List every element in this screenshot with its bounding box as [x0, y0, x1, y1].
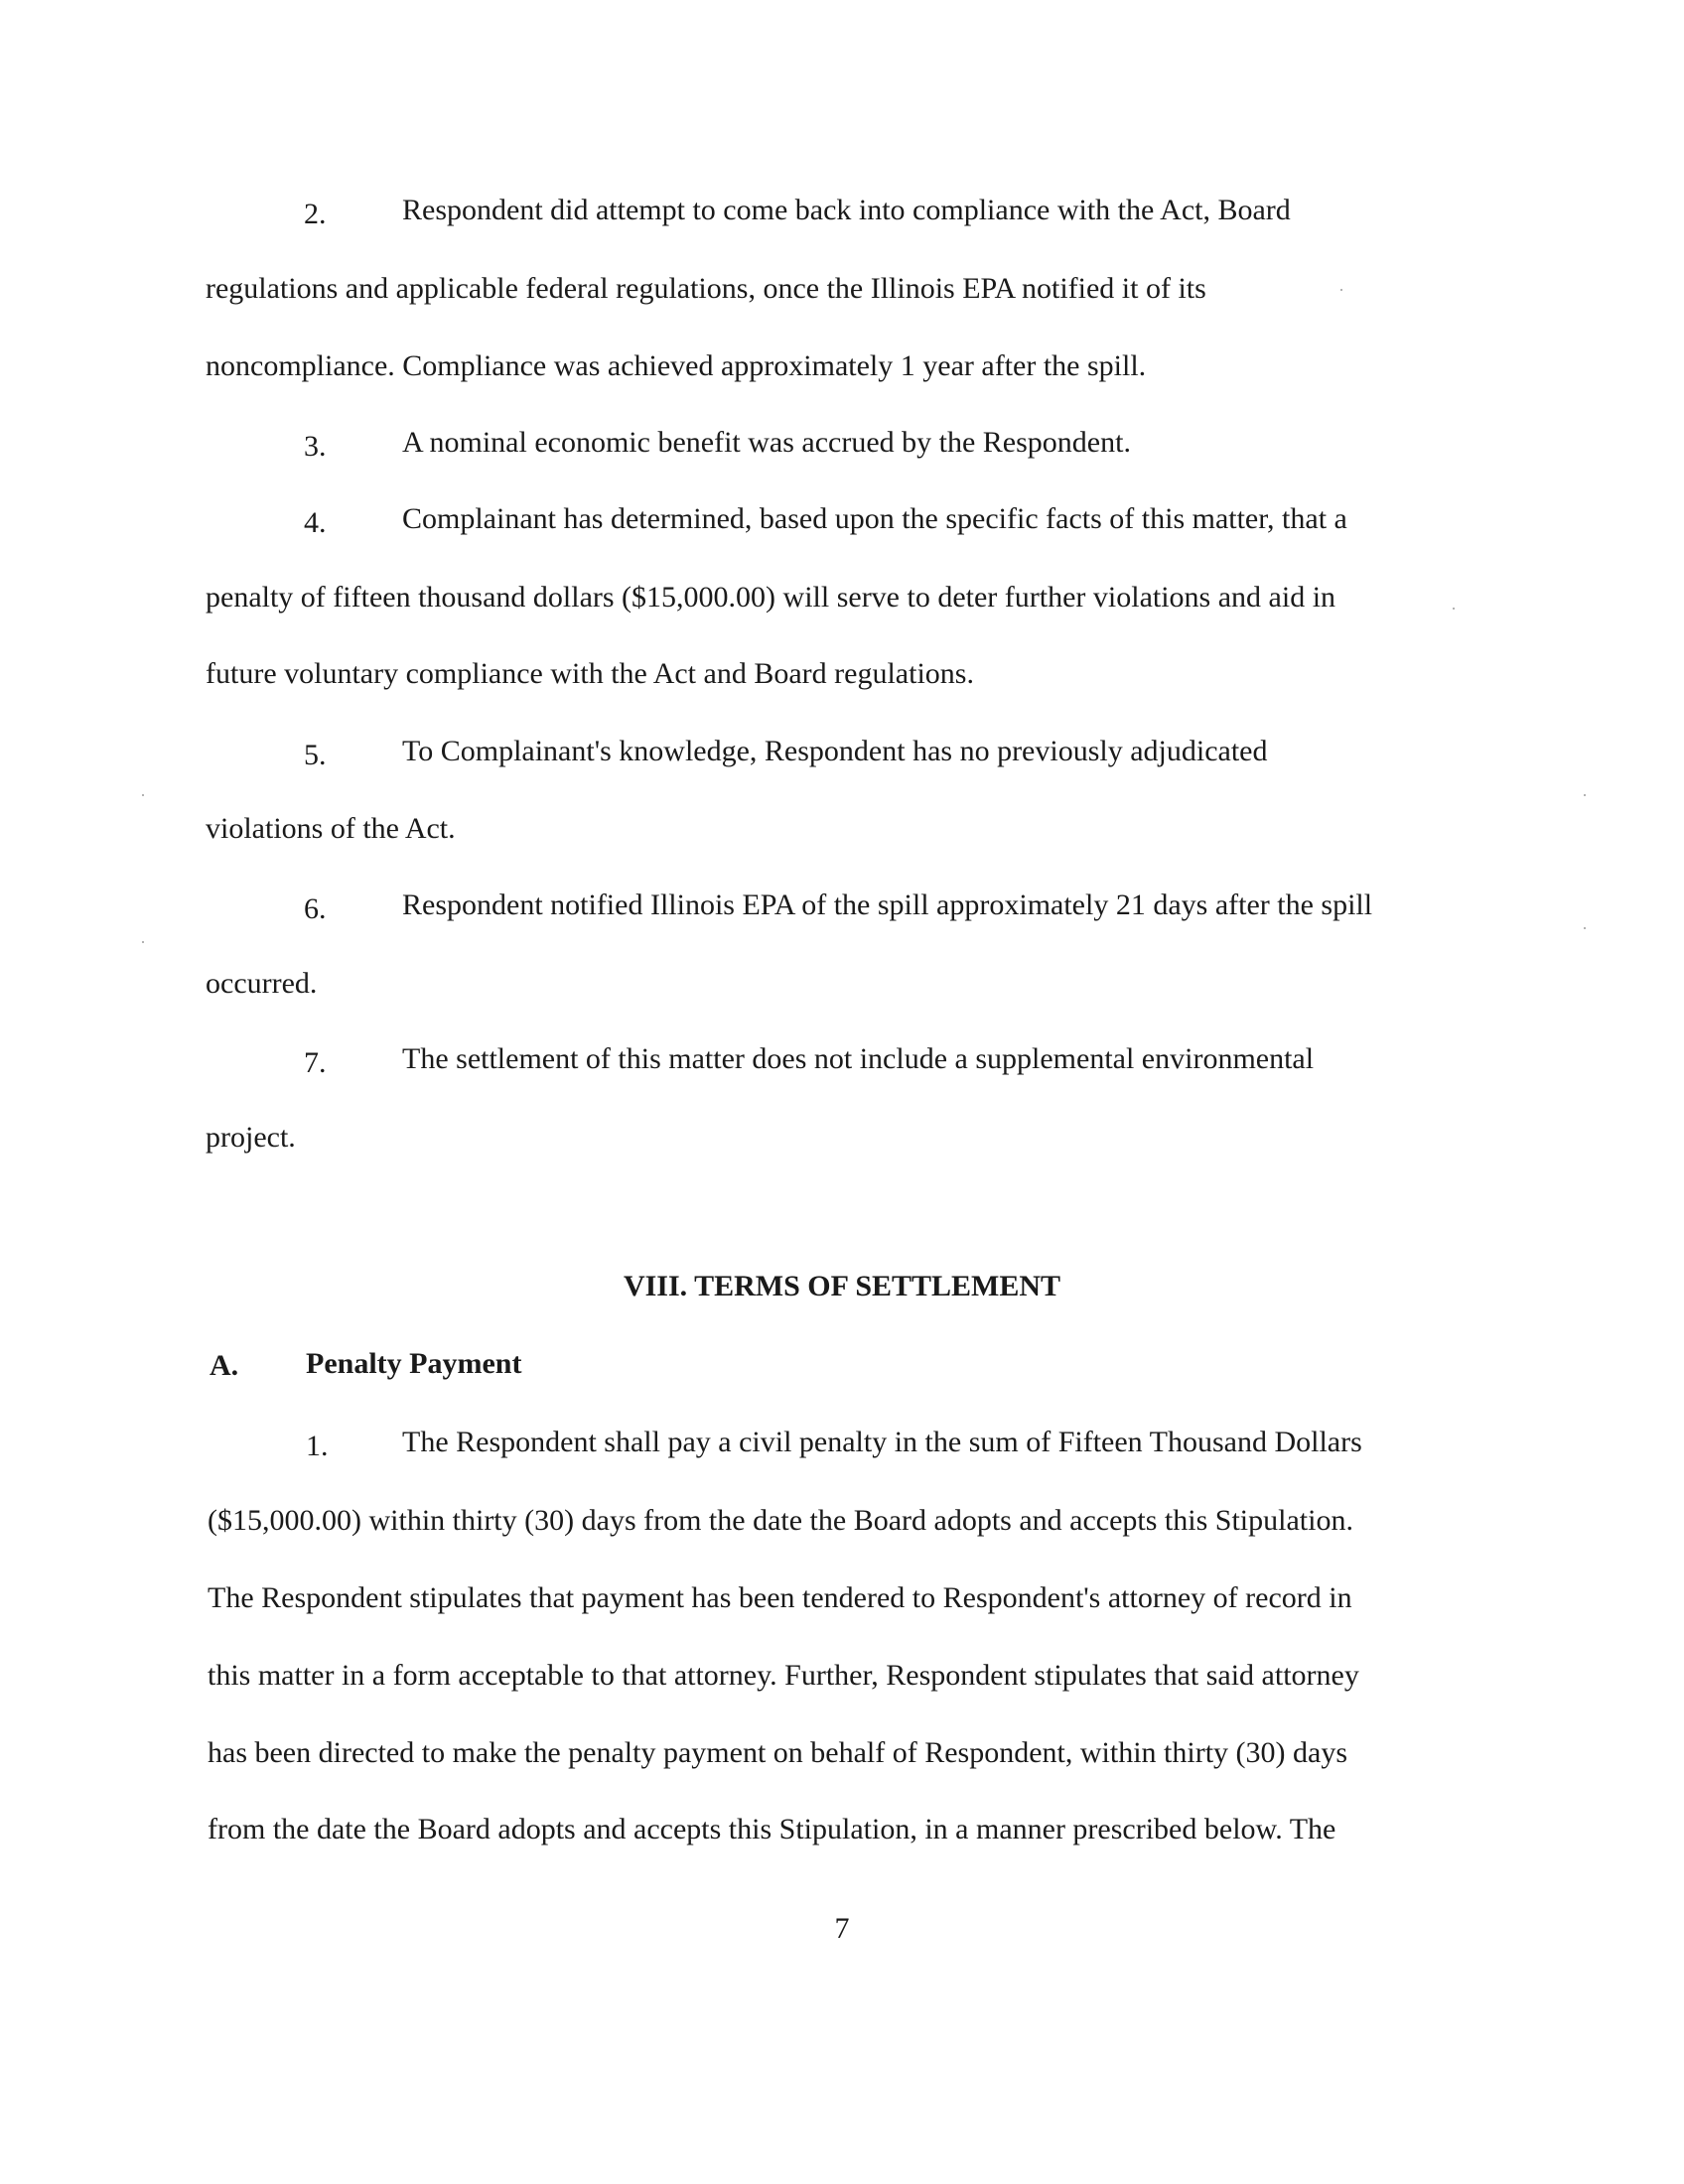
paragraph-line: penalty of fifteen thousand dollars ($15,000.00) will serve to deter further violations and aid in [206, 581, 1336, 614]
subsection-title: Penalty Payment [306, 1347, 522, 1380]
paragraph-number: 2. [304, 198, 327, 230]
paragraph-line: A nominal economic benefit was accrued by the Respondent. [402, 426, 1131, 459]
paragraph-number: 6. [304, 892, 327, 925]
paragraph-line: Respondent did attempt to come back into compliance with the Act, Board [402, 194, 1291, 226]
paragraph-number: 7. [304, 1046, 327, 1079]
paragraph-number: 4. [304, 506, 327, 539]
paragraph-line: To Complainant's knowledge, Respondent has no previously adjudicated [402, 735, 1268, 767]
paragraph-line: The settlement of this matter does not include a supplemental environmental [402, 1042, 1315, 1075]
paragraph-line: violations of the Act. [206, 812, 456, 845]
section-heading: VIII. TERMS OF SETTLEMENT [623, 1270, 1061, 1302]
paragraph-line: Complainant has determined, based upon the specific facts of this matter, that a [402, 502, 1347, 535]
paragraph-line: noncompliance. Compliance was achieved approximately 1 year after the spill. [206, 349, 1147, 382]
scan-speck [1340, 289, 1342, 291]
paragraph-line: from the date the Board adopts and accepts this Stipulation, in a manner prescribed below. The [208, 1813, 1336, 1845]
paragraph-line: The Respondent stipulates that payment has been tendered to Respondent's attorney of record in [208, 1581, 1352, 1614]
paragraph-line: future voluntary compliance with the Act and Board regulations. [206, 657, 974, 690]
paragraph-line: project. [206, 1121, 296, 1154]
paragraph-number: 1. [306, 1430, 329, 1462]
paragraph-line: regulations and applicable federal regulations, once the Illinois EPA notified it of its [206, 272, 1206, 305]
scan-speck [1584, 927, 1586, 929]
paragraph-line: Respondent notified Illinois EPA of the spill approximately 21 days after the spill [402, 888, 1373, 921]
scan-speck [1584, 794, 1586, 796]
paragraph-line: this matter in a form acceptable to that attorney. Further, Respondent stipulates that said attorney [208, 1659, 1359, 1692]
paragraph-number: 3. [304, 430, 327, 463]
scan-speck [142, 941, 144, 943]
paragraph-line: The Respondent shall pay a civil penalty in the sum of Fifteen Thousand Dollars [402, 1426, 1362, 1458]
paragraph-line: has been directed to make the penalty payment on behalf of Respondent, within thirty (30) days [208, 1736, 1348, 1769]
subsection-letter: A. [210, 1349, 239, 1382]
scan-speck [1453, 608, 1455, 610]
scan-speck [142, 794, 144, 796]
page-number: 7 [834, 1912, 850, 1945]
paragraph-line: ($15,000.00) within thirty (30) days from the date the Board adopts and accepts this Stipulation. [208, 1504, 1353, 1537]
paragraph-line: occurred. [206, 967, 318, 1000]
paragraph-number: 5. [304, 739, 327, 771]
